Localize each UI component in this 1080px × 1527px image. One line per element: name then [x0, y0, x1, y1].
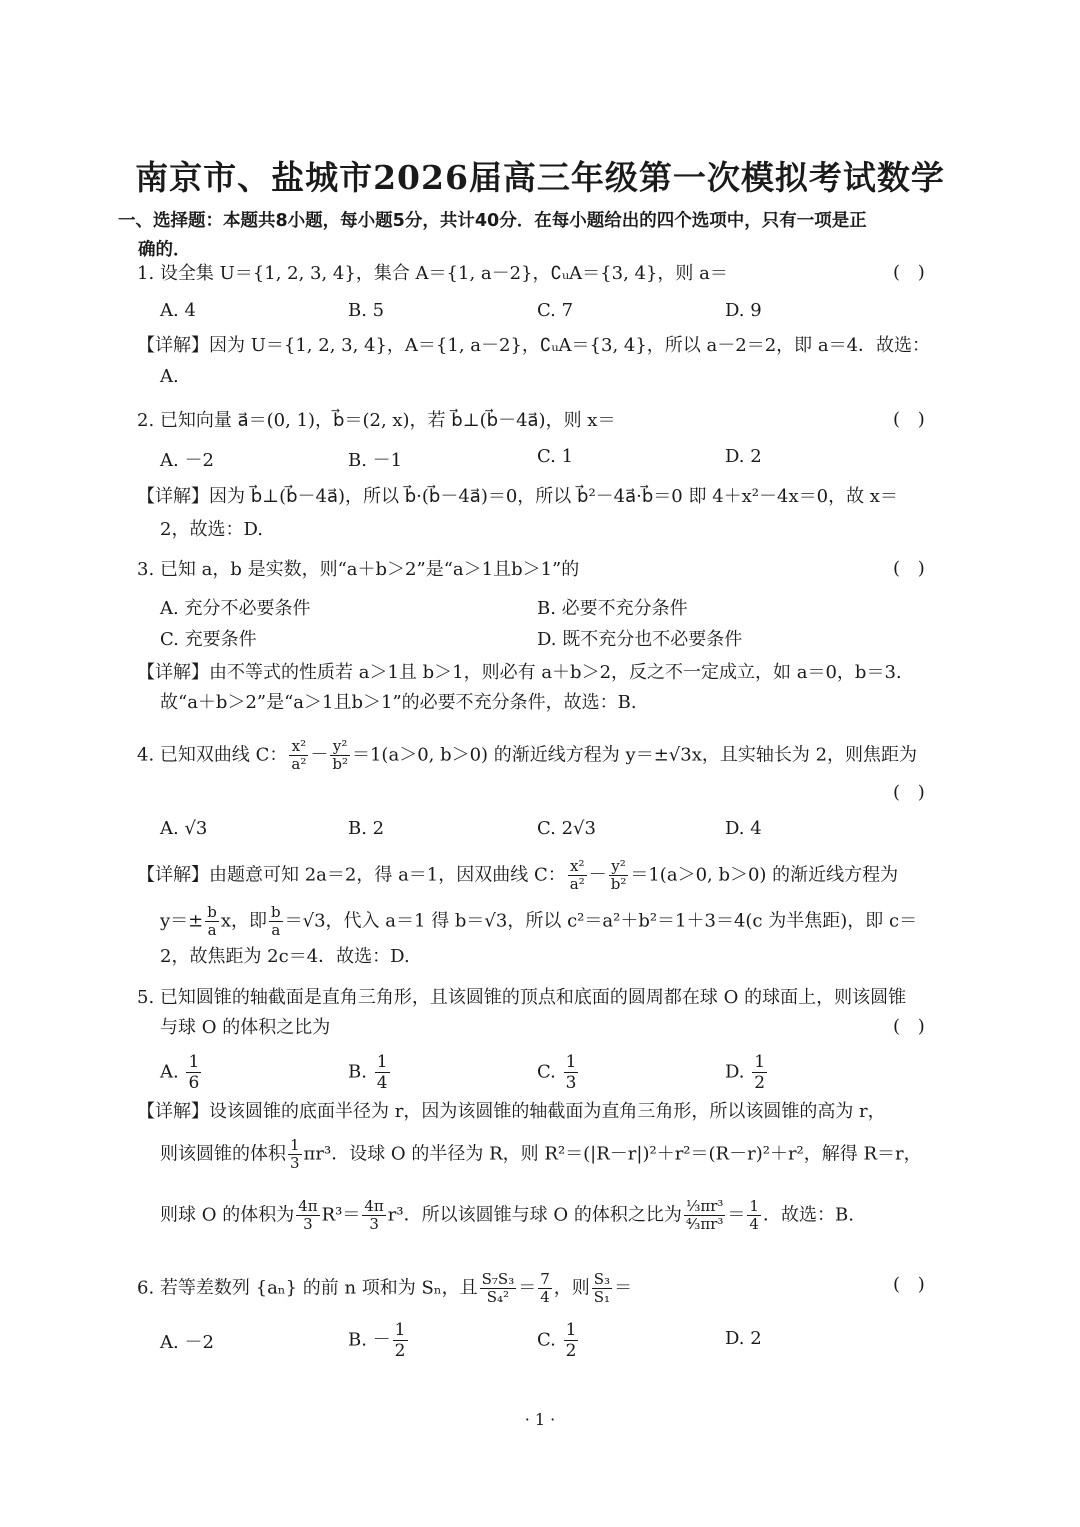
question-6-stem — [137, 1271, 632, 1306]
answer-bracket-3: ( ) — [893, 558, 931, 579]
q4-explain-text-4: x，即 — [220, 910, 268, 932]
q2-option-d: D. 2 — [725, 446, 762, 467]
fraction-denominator: 2 — [754, 1073, 766, 1093]
fraction-numerator: 4π — [364, 1197, 384, 1215]
q4-explain-fraction-x2-a2 — [568, 858, 587, 893]
q4-explain-text-5: ＝√3，代入 a＝1 得 b＝√3，所以 c²＝a²＋b²＝1＋3＝4(c 为半焦距)，即 c＝ — [284, 910, 918, 932]
fraction-denominator: 3 — [303, 1215, 313, 1233]
fraction-numerator: b — [207, 903, 217, 921]
q6-option-d: D. 2 — [725, 1328, 762, 1349]
option-label: A. — [160, 1061, 179, 1083]
q6-option-b-fraction — [393, 1320, 408, 1361]
q3-option-d: D. 既不充分也不必要条件 — [537, 629, 743, 650]
fraction-numerator: x² — [289, 738, 308, 756]
q3-option-c: C. 充要条件 — [160, 629, 257, 650]
q5-explain-text-3a: 则球 O 的体积为 — [160, 1204, 295, 1226]
fraction-numerator: 1 — [754, 1052, 766, 1072]
q2-option-a: A. －2 — [160, 450, 214, 471]
q6-fraction-7-4 — [538, 1271, 552, 1306]
answer-bracket-4: ( ) — [893, 782, 931, 803]
q5-explanation-line-2 — [160, 1137, 922, 1172]
option-label: C. — [537, 1329, 556, 1351]
fraction-numerator: 1 — [749, 1197, 759, 1215]
q5-option-d — [725, 1052, 769, 1093]
fraction-numerator: x² — [568, 858, 587, 876]
q5-option-b — [348, 1052, 392, 1093]
question-2-stem: 2. 已知向量 a⃗＝(0, 1)，b⃗＝(2, x)，若 b⃗⊥(b⃗－4a⃗)，则 x＝ — [137, 410, 616, 431]
q6-option-a: A. －2 — [160, 1332, 214, 1353]
fraction-denominator: a² — [569, 875, 585, 893]
fraction-denominator: a — [207, 921, 217, 939]
q5-option-b-fraction — [375, 1052, 390, 1093]
fraction-denominator: 6 — [188, 1073, 200, 1093]
q6-fraction-s3-s1 — [592, 1271, 612, 1306]
q1-option-b: B. 5 — [348, 300, 385, 321]
q4-option-c: C. 2√3 — [537, 818, 596, 839]
fraction-denominator: ⁴⁄₃πr³ — [685, 1215, 724, 1233]
q5-explain-fraction-volume-ratio — [684, 1198, 726, 1233]
q3-option-b: B. 必要不充分条件 — [537, 598, 688, 619]
fraction-denominator: 2 — [394, 1341, 406, 1361]
q4-fraction-y2-b2 — [330, 738, 350, 773]
q1-explanation-line-1: 【详解】因为 U＝{1, 2, 3, 4}，A＝{1, a－2}，∁ᵤA＝{3, 4}，所以 a－2＝2，即 a＝4．故选： — [137, 335, 931, 356]
q3-explanation-line-2: 故“a＋b＞2”是“a＞1且b＞1”的必要不充分条件，故选：B. — [160, 692, 637, 713]
answer-bracket-5: ( ) — [893, 1016, 931, 1037]
q3-explanation-line-1: 【详解】由不等式的性质若 a＞1且 b＞1，则必有 a＋b＞2，反之不一定成立，如 a＝0，b＝3. — [137, 662, 902, 683]
q5-option-d-fraction — [752, 1052, 767, 1093]
fraction-denominator: 3 — [369, 1215, 379, 1233]
q4-explain-minus: － — [588, 864, 607, 886]
fraction-numerator: b — [271, 903, 281, 921]
q6-fraction-s7s3-s4sq — [480, 1271, 517, 1306]
q5-explain-fraction-one-third — [288, 1137, 302, 1172]
question-5-stem-line-2: 与球 O 的体积之比为 — [160, 1017, 331, 1038]
q1-option-d: D. 9 — [725, 300, 762, 321]
q6-option-c-fraction — [564, 1320, 579, 1361]
q4-option-d: D. 4 — [725, 818, 762, 839]
fraction-numerator: S₃ — [593, 1270, 611, 1288]
page-number: · 1 · — [524, 1410, 556, 1429]
fraction-denominator: 3 — [565, 1073, 577, 1093]
option-label: D. — [725, 1061, 745, 1083]
fraction-denominator: a² — [291, 755, 307, 773]
q5-explain-fraction-4pi-3-b — [362, 1198, 385, 1233]
fraction-numerator: 1 — [376, 1052, 388, 1072]
fraction-numerator: 1 — [188, 1052, 200, 1072]
q4-fraction-x2-a2 — [289, 738, 308, 773]
answer-bracket-6: ( ) — [893, 1274, 931, 1295]
question-1-stem: 1. 设全集 U＝{1, 2, 3, 4}，集合 A＝{1, a－2}，∁ᵤA＝{3, 4}，则 a＝ — [137, 263, 728, 284]
answer-bracket-1: ( ) — [893, 262, 931, 283]
q5-explain-text-3c: r³．所以该圆锥与球 O 的体积之比为 — [387, 1204, 682, 1226]
q5-explanation-line-1: 【详解】设该圆锥的底面半径为 r，因为该圆锥的轴截面为直角三角形，所以该圆锥的高为 r， — [137, 1101, 886, 1122]
section-line-2: 确的． — [138, 240, 191, 260]
fraction-numerator: 1 — [394, 1320, 406, 1340]
q6-stem-text-c: ，则 — [553, 1277, 590, 1299]
q5-option-c-fraction — [564, 1052, 579, 1093]
q4-explanation-line-3: 2，故焦距为 2c＝4．故选：D. — [160, 946, 410, 967]
fraction-denominator: S₁ — [593, 1288, 611, 1306]
fraction-denominator: 4 — [540, 1288, 550, 1306]
q3-option-a: A. 充分不必要条件 — [160, 598, 311, 619]
question-3-stem: 3. 已知 a，b 是实数，则“a＋b＞2”是“a＞1且b＞1”的 — [137, 559, 580, 580]
fraction-denominator: S₄² — [486, 1288, 510, 1306]
fraction-denominator: b² — [610, 875, 627, 893]
q2-option-c: C. 1 — [537, 446, 574, 467]
fraction-denominator: 2 — [565, 1341, 577, 1361]
q4-explain-fraction-b-a-2 — [269, 904, 283, 939]
q6-stem-text-a: 6. 若等差数列 {aₙ} 的前 n 项和为 Sₙ，且 — [137, 1277, 478, 1299]
fraction-numerator: y² — [609, 858, 629, 876]
fraction-numerator: 1 — [565, 1320, 577, 1340]
q4-explain-text-1: 【详解】由题意可知 2a＝2，得 a＝1，因双曲线 C： — [137, 864, 566, 886]
question-5-stem-line-1: 5. 已知圆锥的轴截面是直角三角形，且该圆锥的顶点和底面的圆周都在球 O 的球面上，则该圆锥 — [137, 987, 907, 1008]
q5-explain-fraction-one-quarter — [747, 1198, 761, 1233]
q4-option-b: B. 2 — [348, 818, 385, 839]
q5-explain-text-2a: 则该圆锥的体积 — [160, 1143, 286, 1165]
q6-stem-text-b: ＝ — [518, 1277, 537, 1299]
q4-minus: － — [310, 744, 329, 766]
q6-option-b — [348, 1320, 410, 1361]
q4-explain-text-3: y＝± — [160, 910, 204, 932]
fraction-numerator: 4π — [298, 1197, 318, 1215]
q5-option-a — [160, 1052, 203, 1093]
fraction-numerator: 1 — [565, 1052, 577, 1072]
q4-explanation-line-2 — [160, 904, 917, 939]
q5-explain-text-3b: R³＝ — [321, 1204, 361, 1226]
q4-stem-suffix: ＝1(a＞0, b＞0) 的渐近线方程为 y＝±√3x，且实轴长为 2，则焦距为 — [351, 744, 918, 766]
q5-option-c — [537, 1052, 580, 1093]
fraction-numerator: S₇S₃ — [481, 1270, 515, 1288]
fraction-denominator: 4 — [749, 1215, 759, 1233]
q5-explain-text-3d: ＝ — [727, 1204, 746, 1226]
fraction-numerator: 1 — [290, 1136, 300, 1154]
fraction-denominator: b² — [332, 755, 348, 773]
page-title: 南京市、盐城市2026届高三年级第一次模拟考试数学 — [135, 158, 945, 197]
q5-explanation-line-3 — [160, 1198, 854, 1233]
q1-option-a: A. 4 — [160, 300, 196, 321]
q1-explanation-line-2: A. — [160, 366, 179, 387]
section-line-1: 一、选择题：本题共8小题，每小题5分，共计40分．在每小题给出的四个选项中，只有一项是正 — [118, 211, 867, 231]
q5-explain-text-3e: ．故选：B. — [762, 1204, 854, 1226]
q4-stem-prefix: 4. 已知双曲线 C： — [137, 744, 288, 766]
q2-explanation-line-2: 2，故选：D. — [160, 519, 263, 540]
q4-explain-text-2: ＝1(a＞0, b＞0) 的渐近线方程为 — [630, 864, 899, 886]
fraction-numerator: y² — [330, 738, 350, 756]
q6-option-c — [537, 1320, 580, 1361]
option-label: C. — [537, 1061, 556, 1083]
option-label: B. — [348, 1061, 367, 1083]
answer-bracket-2: ( ) — [893, 409, 931, 430]
fraction-denominator: 3 — [290, 1154, 300, 1172]
q5-explain-fraction-4pi-3 — [296, 1198, 319, 1233]
fraction-numerator: ⅓πr³ — [685, 1197, 724, 1215]
q4-option-a: A. √3 — [160, 818, 208, 839]
section-heading — [118, 207, 960, 265]
q2-explanation-line-1: 【详解】因为 b⃗⊥(b⃗－4a⃗)，所以 b⃗·(b⃗－4a⃗)＝0，所以 b⃗²－4a⃗·b⃗＝0 即 4＋x²－4x＝0，故 x＝ — [137, 486, 898, 507]
q4-explain-fraction-y2-b2 — [609, 858, 629, 893]
option-label: B. － — [348, 1329, 391, 1351]
fraction-denominator: a — [271, 921, 281, 939]
fraction-denominator: 4 — [376, 1073, 388, 1093]
q5-option-a-fraction — [186, 1052, 201, 1093]
q6-stem-text-d: ＝ — [614, 1277, 633, 1299]
question-4-stem — [137, 738, 917, 773]
q2-option-b: B. －1 — [348, 450, 403, 471]
q4-explain-fraction-b-a — [205, 904, 219, 939]
fraction-numerator: 7 — [540, 1270, 550, 1288]
q1-option-c: C. 7 — [537, 300, 574, 321]
q4-explanation-line-1 — [137, 858, 898, 893]
q5-explain-text-2b: πr³．设球 O 的半径为 R，则 R²＝(|R－r|)²＋r²＝(R－r)²＋r²，解得 R＝r， — [303, 1143, 922, 1165]
